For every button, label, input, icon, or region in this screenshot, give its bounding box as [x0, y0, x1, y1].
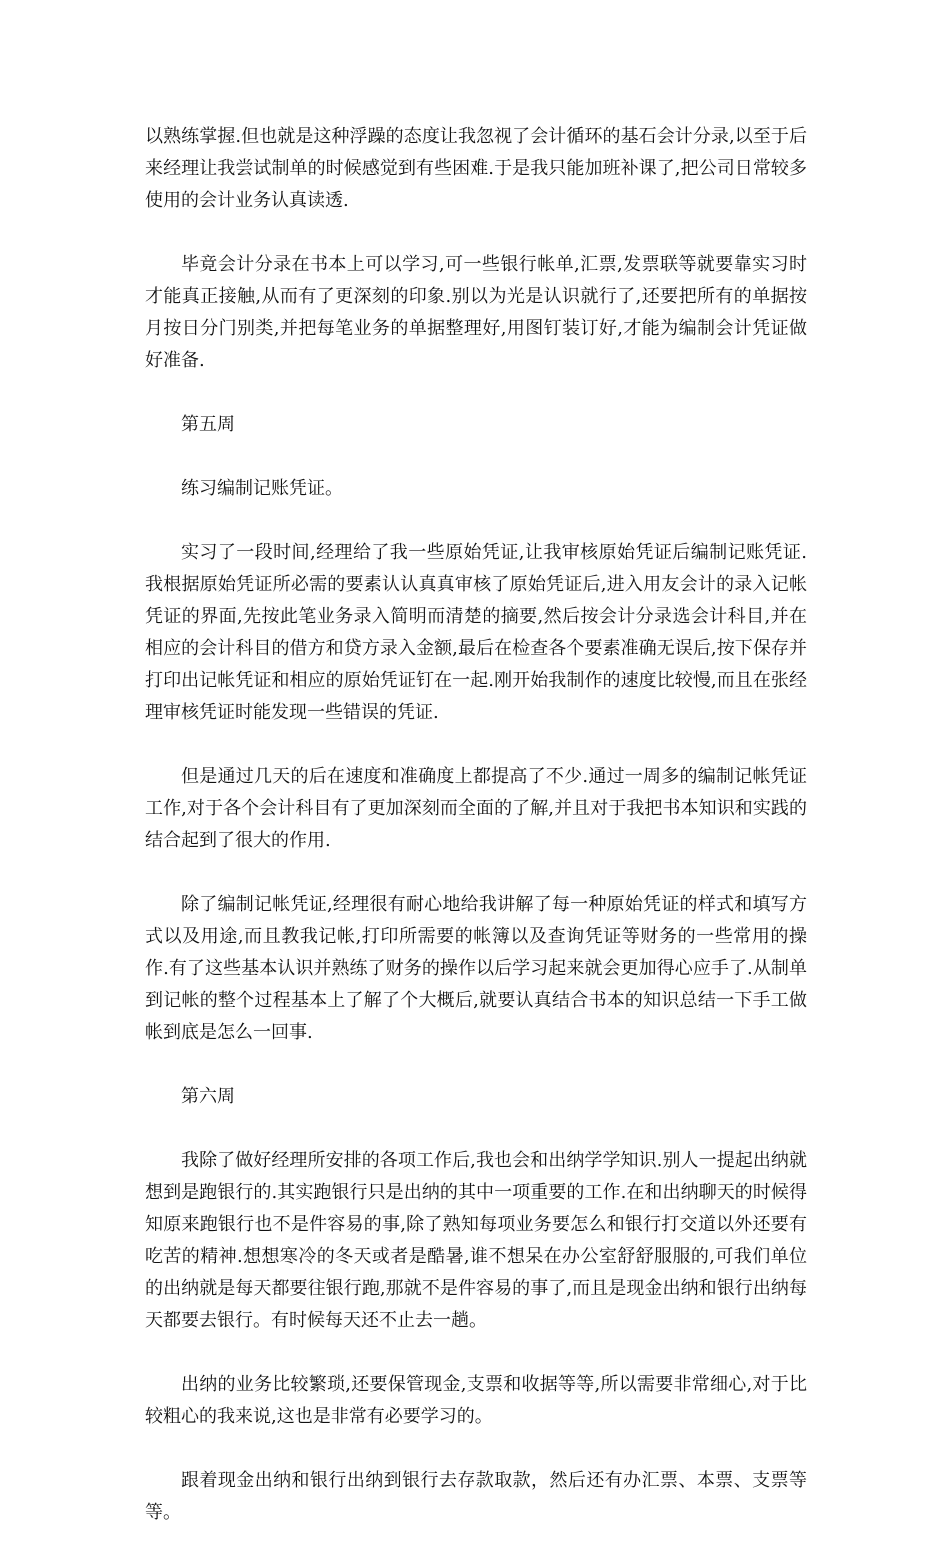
paragraph-bank-visits: 跟着现金出纳和银行出纳到银行去存款取款，然后还有办汇票、本票、支票等等。: [145, 1470, 807, 1523]
section-heading-week-five: 第五周: [181, 414, 235, 435]
section-heading-week-six: 第六周: [181, 1086, 235, 1107]
document-page: [145, 121, 807, 1561]
paragraph-manager-guidance: 除了编制记帐凭证,经理很有耐心地给我讲解了每一种原始凭证的样式和填写方式以及用途,而且教我记帐,打印所需要的帐簿以及查询凭证等财务的一些常用的操作.有了这些基本认识并熟练了财务的操作以后学习起来就会更加得心应手了.从制单到记帐的整个过程基本上了解了个大概后,就要认真结合书本的知识总结一下手工做帐到底是怎么一回事.: [145, 894, 807, 1043]
paragraph-continuation: 以熟练掌握.但也就是这种浮躁的态度让我忽视了会计循环的基石会计分录,以至于后来经理让我尝试制单的时候感觉到有些困难.于是我只能加班补课了,把公司日常较多使用的会计业务认真读透.: [145, 126, 807, 211]
paragraph-cashier-duties: 出纳的业务比较繁琐,还要保管现金,支票和收据等等,所以需要非常细心,对于比较粗心的我来说,这也是非常有必要学习的。: [145, 1374, 807, 1427]
paragraph-cashier-learning: 我除了做好经理所安排的各项工作后,我也会和出纳学学知识.别人一提起出纳就想到是跑银行的.其实跑银行只是出纳的其中一项重要的工作.在和出纳聊天的时候得知原来跑银行也不是件容易的事,除了熟知每项业务要怎么和银行打交道以外还要有吃苦的精神.想想寒冷的冬天或者是酷暑,谁不想呆在办公室舒舒服服的,可我们单位的出纳就是每天都要往银行跑,那就不是件容易的事了,而且是现金出纳和银行出纳每天都要去银行。有时候每天还不止去一趟。: [145, 1150, 807, 1331]
paragraph-improvement: 但是通过几天的后在速度和准确度上都提高了不少.通过一周多的编制记帐凭证工作,对于各个会计科目有了更加深刻而全面的了解,并且对于我把书本知识和实践的结合起到了很大的作用.: [145, 766, 807, 851]
section-subheading-voucher-practice: 练习编制记账凭证。: [181, 478, 343, 499]
paragraph-accounting-documents: 毕竟会计分录在书本上可以学习,可一些银行帐单,汇票,发票联等就要靠实习时才能真正接触,从而有了更深刻的印象.别以为光是认识就行了,还要把所有的单据按月按日分门别类,并把每笔业务的单据整理好,用图钉装订好,才能为编制会计凭证做好准备.: [145, 254, 807, 371]
paragraph-voucher-creation: 实习了一段时间,经理给了我一些原始凭证,让我审核原始凭证后编制记账凭证.我根据原始凭证所必需的要素认认真真审核了原始凭证后,进入用友会计的录入记帐凭证的界面,先按此笔业务录入简明而清楚的摘要,然后按会计分录选会计科目,并在相应的会计科目的借方和贷方录入金额,最后在检查各个要素准确无误后,按下保存并打印出记帐凭证和相应的原始凭证钉在一起.刚开始我制作的速度比较慢,而且在张经理审核凭证时能发现一些错误的凭证.: [145, 542, 807, 723]
